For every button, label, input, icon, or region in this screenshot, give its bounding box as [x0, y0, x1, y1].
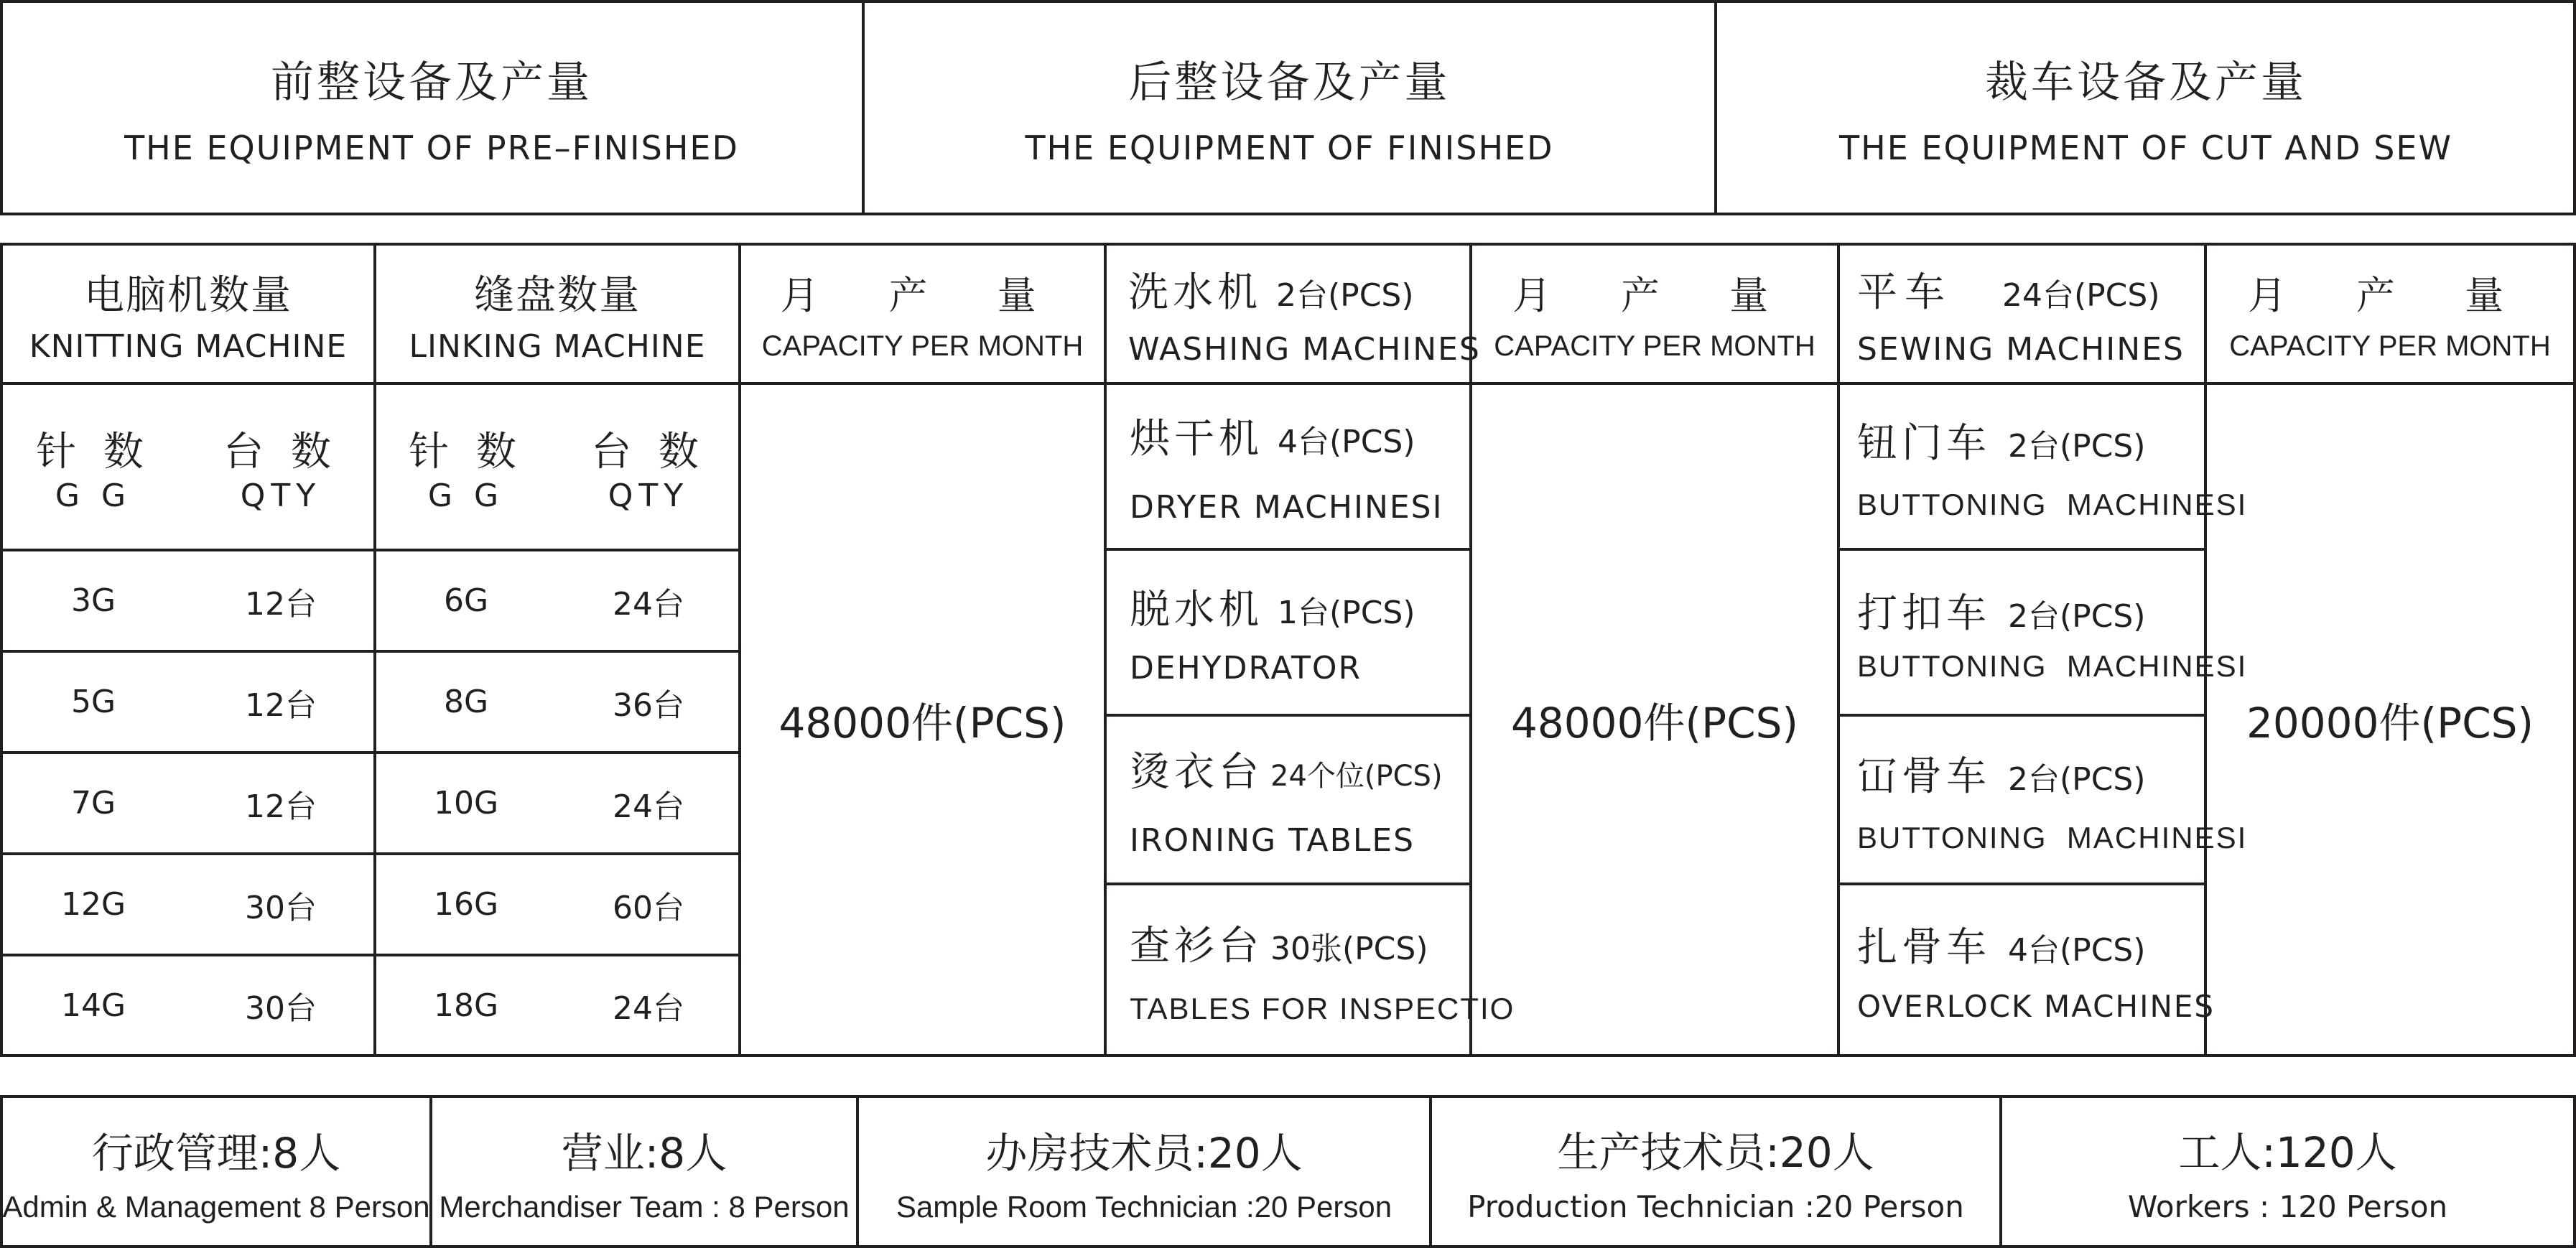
staff-label-en: Production Technician :20 Person: [1467, 1189, 1964, 1224]
capacity-label-cn: 月 产 量: [1512, 273, 1798, 318]
header-cut-and-sew: [1716, 0, 2576, 215]
linking-gauge: 10G: [433, 785, 499, 821]
linking-qty: 24台: [613, 585, 684, 623]
equipment-name-cn: 脱水机: [1130, 587, 1263, 633]
equipment-name-en: BUTTONING MACHINESI: [1857, 820, 2248, 854]
knitting-gauge: 5G: [70, 684, 116, 720]
staff-production-tech: [1431, 1096, 2001, 1247]
capacity-label-en: CAPACITY PER MONTH: [1494, 330, 1815, 362]
equipment-sewing-machines: [1838, 244, 2205, 383]
staff-label-cn: 生产技术员:20人: [1557, 1128, 1874, 1177]
qty-label-cn: 台 数: [223, 428, 338, 475]
capacity-label-en: CAPACITY PER MONTH: [761, 330, 1084, 362]
equipment-name-en: BUTTONING MACHINESI: [1857, 487, 2248, 521]
equipment-name-en: DRYER MACHINESI: [1130, 489, 1443, 526]
equipment-washing-machines: [1105, 244, 1481, 383]
header-title-cn: 后整设备及产量: [1128, 57, 1451, 108]
equipment-name-cn: 洗水机: [1128, 269, 1262, 316]
capacity-value-cut-sew: 20000件(PCS): [2246, 699, 2534, 748]
equipment-name-en: SEWING MACHINES: [1857, 330, 2185, 368]
header-title-en: THE EQUIPMENT OF CUT AND SEW: [1839, 129, 2452, 167]
capacity-label-cn: 月 产 量: [780, 273, 1065, 318]
equipment-name-cn: 钮门车: [1857, 419, 1991, 467]
capacity-label-cn: 月 产 量: [2247, 273, 2533, 318]
equipment-name-cn: 平车: [1857, 269, 1952, 316]
staff-label-en: Workers : 120 Person: [2127, 1189, 2448, 1224]
linking-qty: 24台: [613, 788, 684, 825]
equipment-qty: 2台(PCS): [2008, 427, 2146, 465]
equipment-ironing-tables: [1105, 715, 1471, 884]
equipment-qty: 24台(PCS): [2002, 276, 2160, 314]
equipment-name-cn: 扎骨车: [1857, 924, 1991, 971]
knitting-machine-header: [1, 244, 375, 383]
knitting-qty: 30台: [245, 990, 317, 1027]
staff-label-cn: 营业:8人: [561, 1128, 727, 1178]
equipment-qty: 24个位(PCS): [1270, 760, 1443, 793]
qty-label-en: QTY: [608, 477, 689, 514]
staff-label-en: Admin & Management 8 Person: [2, 1189, 430, 1224]
linking-title-cn: 缝盘数量: [474, 271, 641, 319]
equipment-inspection-tables: [1105, 884, 1515, 1056]
equipment-coverstitch: [1838, 715, 2248, 884]
linking-qty: 36台: [613, 686, 684, 724]
staff-sample-room: [857, 1096, 1431, 1247]
equipment-qty: 1台(PCS): [1278, 595, 1415, 631]
capacity-label-en: CAPACITY PER MONTH: [2229, 330, 2551, 362]
staff-label-cn: 工人:120人: [2178, 1128, 2397, 1177]
equipment-button-attach: [1838, 549, 2248, 715]
linking-gauge: 6G: [443, 582, 489, 619]
knitting-gauge-header: [0, 383, 187, 550]
equipment-qty: 2台(PCS): [2008, 760, 2146, 798]
header-title-cn: 裁车设备及产量: [1985, 57, 2307, 108]
equipment-name-cn: 查衫台: [1130, 922, 1263, 969]
knitting-gauge: 7G: [70, 785, 116, 821]
linking-gauge-header: [375, 383, 557, 550]
capacity-header: [1471, 244, 1838, 383]
equipment-name-en: OVERLOCK MACHINES: [1857, 989, 2215, 1024]
equipment-buttonhole: [1838, 383, 2248, 549]
equipment-dehydrator: [1105, 549, 1471, 715]
capacity-header: [2205, 244, 2575, 383]
staff-workers: [2001, 1096, 2575, 1247]
equipment-overlock: [1838, 884, 2215, 1056]
gauge-label-en: G G: [427, 477, 505, 514]
equipment-name-en: DEHYDRATOR: [1130, 650, 1362, 686]
linking-qty-header: [557, 383, 740, 550]
knitting-qty: 12台: [245, 585, 317, 623]
equipment-dryer: [1105, 383, 1471, 549]
equipment-qty: 2台(PCS): [2008, 597, 2146, 635]
linking-title-en: LINKING MACHINE: [409, 327, 706, 365]
gauge-label-cn: 针 数: [409, 428, 524, 475]
knitting-title-cn: 电脑机数量: [84, 271, 292, 319]
linking-qty: 60台: [613, 889, 684, 926]
header-title-cn: 前整设备及产量: [271, 57, 592, 108]
qty-label-en: QTY: [240, 477, 322, 514]
staff-label-en: Merchandiser Team : 8 Person: [439, 1189, 850, 1224]
equipment-name-cn: 打扣车: [1857, 590, 1991, 637]
knitting-gauge: 12G: [60, 886, 126, 923]
equipment-name-en: IRONING TABLES: [1130, 822, 1415, 859]
equipment-name-en: BUTTONING MACHINESI: [1857, 648, 2248, 683]
header-title-en: THE EQUIPMENT OF FINISHED: [1025, 129, 1554, 167]
equipment-name-cn: 烘干机: [1130, 416, 1263, 462]
capacity-header: [740, 244, 1105, 383]
equipment-name-cn: 烫衣台: [1130, 749, 1263, 796]
knitting-gauge: 3G: [70, 582, 116, 619]
equipment-name-en: WASHING MACHINES: [1128, 330, 1481, 368]
equipment-qty: 4台(PCS): [1278, 424, 1415, 460]
knitting-qty: 30台: [245, 889, 317, 926]
staff-label-cn: 办房技术员:20人: [985, 1128, 1303, 1178]
staff-label-cn: 行政管理:8人: [91, 1128, 341, 1178]
equipment-qty: 30张(PCS): [1270, 930, 1428, 967]
staff-admin: [1, 1096, 431, 1247]
capacity-value-finished: 48000件(PCS): [1510, 699, 1799, 748]
capacity-value-pre-finished: 48000件(PCS): [778, 699, 1066, 748]
qty-label-cn: 台 数: [591, 428, 706, 475]
knitting-qty: 12台: [245, 788, 317, 825]
linking-gauge: 8G: [443, 684, 489, 720]
header-pre-finished: [0, 0, 863, 215]
linking-gauge: 16G: [433, 886, 499, 923]
linking-qty: 24台: [613, 990, 684, 1027]
equipment-qty: 4台(PCS): [2008, 932, 2146, 969]
knitting-qty-header: [187, 383, 375, 550]
equipment-name-en: TABLES FOR INSPECTIO: [1130, 991, 1515, 1025]
linking-gauge: 18G: [433, 987, 499, 1024]
equipment-qty: 2台(PCS): [1276, 276, 1414, 314]
knitting-gauge: 14G: [60, 987, 126, 1024]
header-finished: [863, 0, 1716, 215]
linking-machine-header: [375, 244, 740, 383]
knitting-qty: 12台: [245, 686, 317, 724]
gauge-label-cn: 针 数: [36, 428, 151, 475]
equipment-name-cn: 冚骨车: [1857, 753, 1991, 800]
gauge-label-en: G G: [55, 477, 132, 514]
knitting-title-en: KNITTING MACHINE: [29, 327, 348, 365]
staff-label-en: Sample Room Technician :20 Person: [896, 1189, 1392, 1224]
staff-merchandiser: [431, 1096, 857, 1247]
header-title-en: THE EQUIPMENT OF PRE–FINISHED: [124, 129, 739, 167]
